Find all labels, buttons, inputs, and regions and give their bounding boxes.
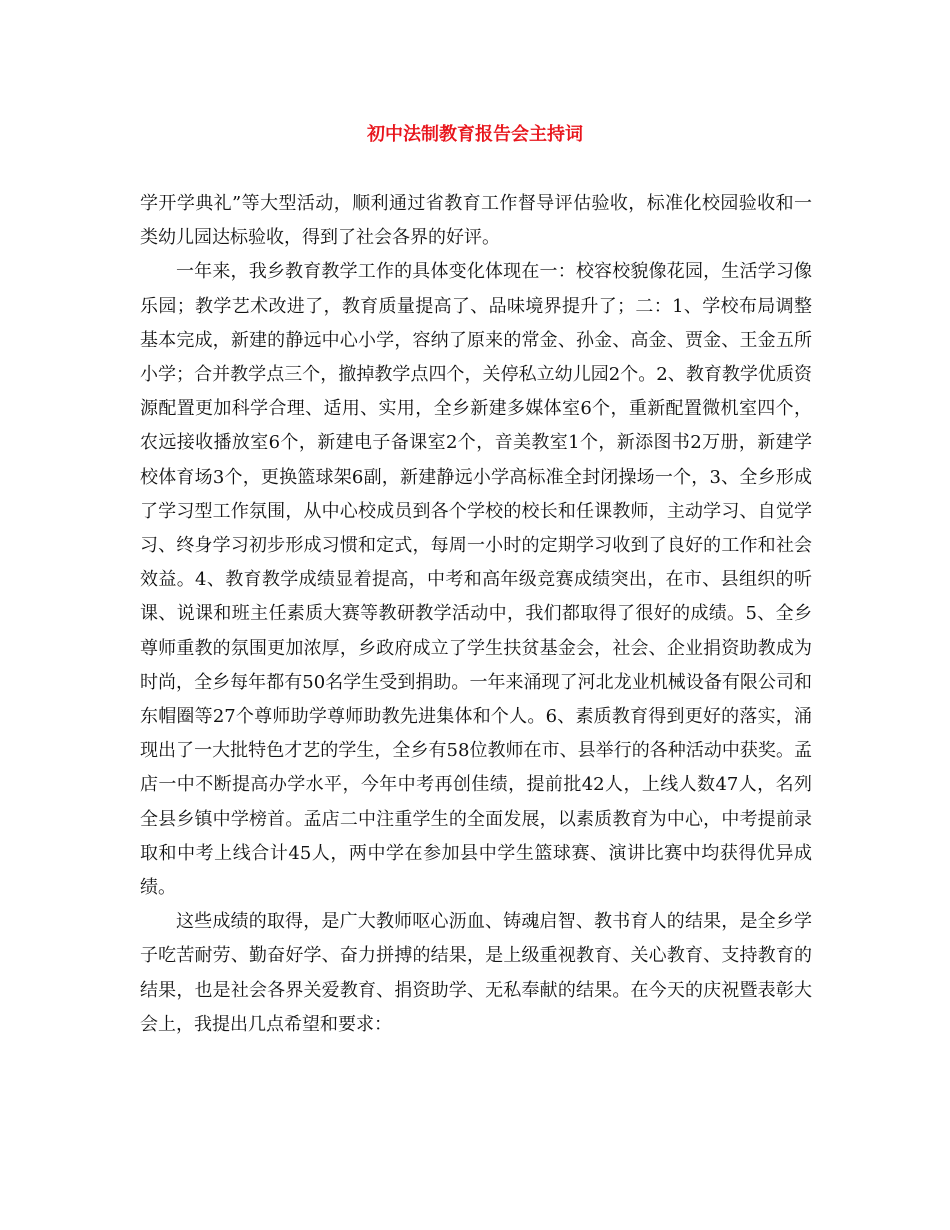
paragraph-achievements: 一年来，我乡教育教学工作的具体变化体现在一：校容校貌像花园，生活学习像乐园；教学艺术改进了，教育质量提高了、品味境界提升了；二：1、学校布局调整基本完成，新建的静远中心小学，容纳了原来的常金、孙金、高金、贾金、王金五所小学；合并教学点三个，撤掉教学点四个，关停私立幼儿园2个。2、教育教学优质资源配置更加科学合理、适用、实用，全乡新建多媒体室6个，重新配置微机室四个，农远接收播放室6个，新建电子备课室2个，音美教室1个，新添图书2万册，新建学校体育场3个，更换篮球架6副，新建静远小学高标准全封闭操场一个，3、全乡形成了学习型工作氛围，从中心校成员到各个学校的校长和任课教师，主动学习、自觉学习、终身学习初步形成习惯和定式，每周一小时的定期学习收到了良好的工作和社会效益。4、教育教学成绩显着提高，中考和高年级竞赛成绩突出，在市、县组织的听课、说课和班主任素质大赛等教研教学活动中，我们都取得了很好的成绩。5、全乡尊师重教的氛围更加浓厚，乡政府成立了学生扶贫基金会，社会、企业捐资助教成为时尚，全乡每年都有50名学生受到捐助。一年来涌现了河北龙业机械设备有限公司和东帽圈等27个尊师助学尊师助教先进集体和个人。6、素质教育得到更好的落实，涌现出了一大批特色才艺的学生，全乡有58位教师在市、县举行的各种活动中获奖。孟店一中不断提高办学水平，今年中考再创佳绩，提前批42人，上线人数47人，名列全县乡镇中学榜首。孟店二中注重学生的全面发展，以素质教育为中心，中考提前录取和中考上线合计45人，两中学在参加县中学生篮球赛、演讲比赛中均获得优异成绩。	[140, 261, 812, 899]
paragraph-continuation: 学开学典礼”等大型活动，顺利通过省教育工作督导评估验收，标准化校园验收和一类幼儿园达标验收，得到了社会各界的好评。	[140, 193, 812, 249]
paragraph-acknowledgement: 这些成绩的取得，是广大教师呕心沥血、铸魂启智、教书育人的结果，是全乡学子吃苦耐劳、勤奋好学、奋力拼搏的结果，是上级重视教育、关心教育、支持教育的结果，也是社会各界关爱教育、捐资助学、无私奉献的结果。在今天的庆祝暨表彰大会上，我提出几点希望和要求：	[140, 911, 812, 1035]
document-title: 初中法制教育报告会主持词	[367, 124, 583, 145]
document-body	[140, 187, 812, 1042]
